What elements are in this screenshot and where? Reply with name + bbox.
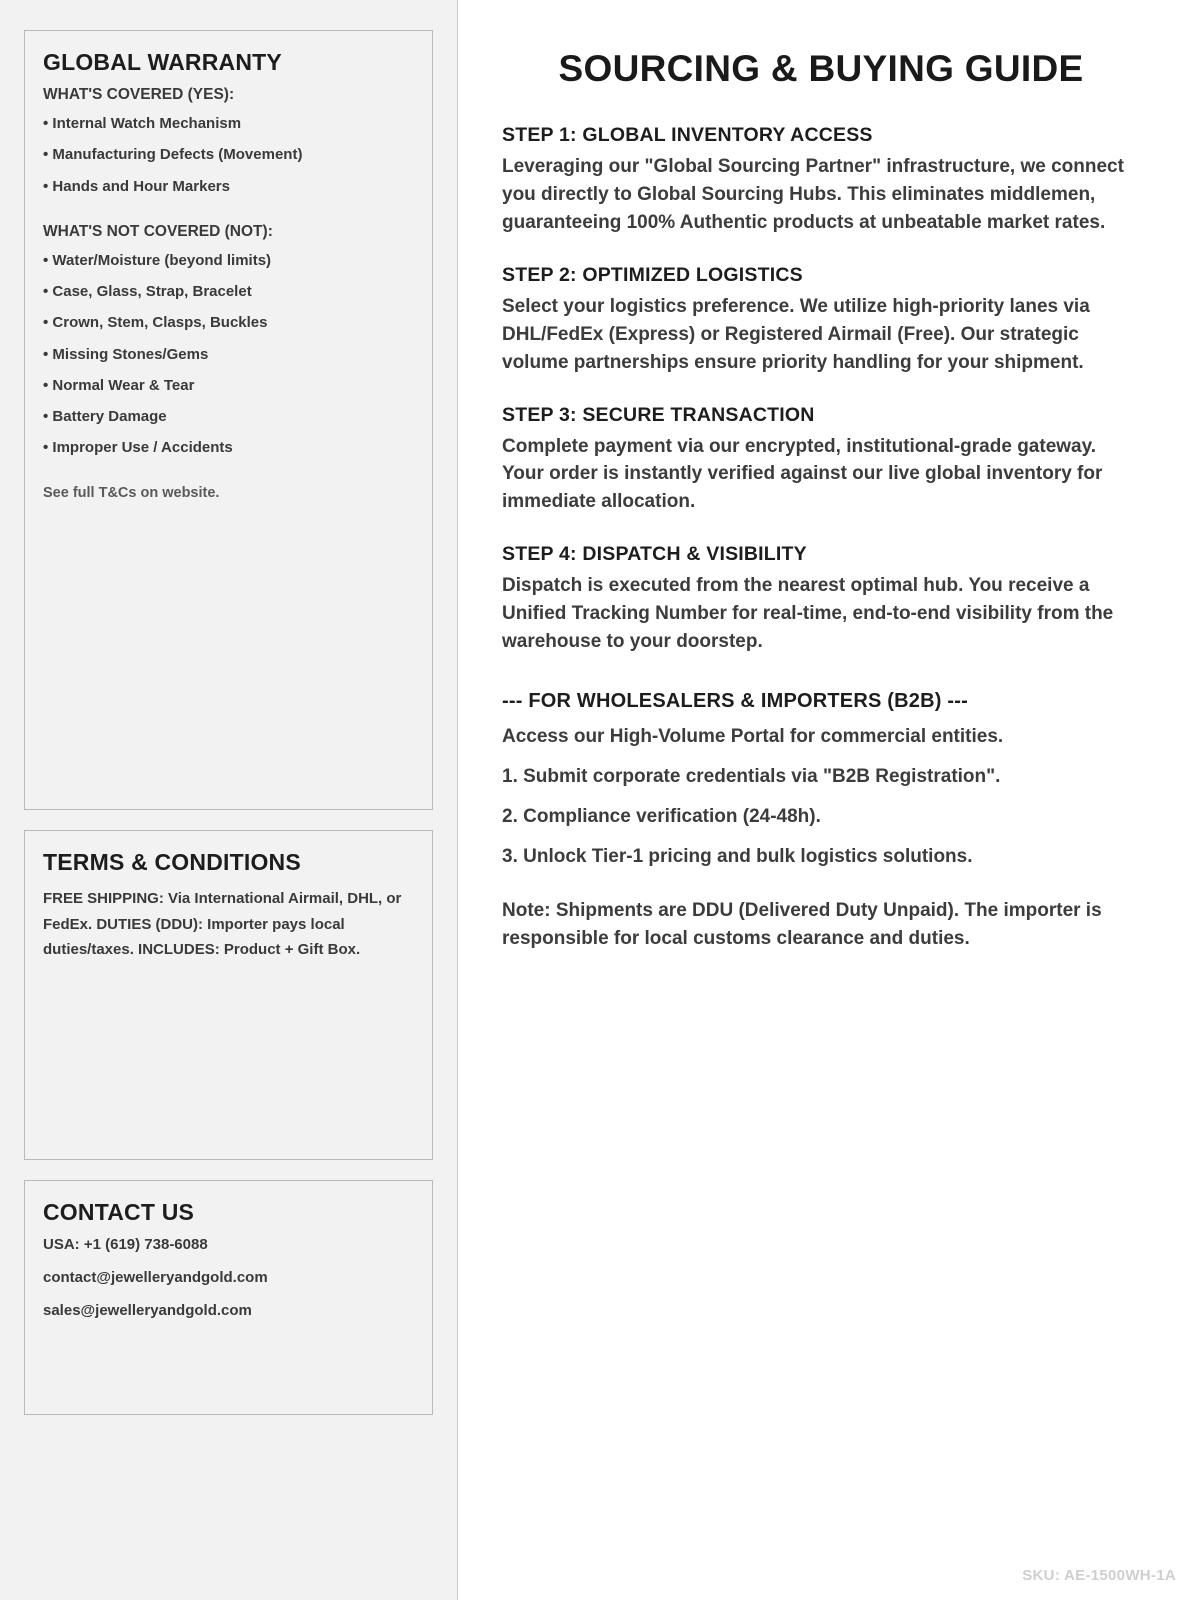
list-item: • Missing Stones/Gems [43, 345, 209, 363]
terms-conditions-card [24, 830, 433, 1160]
step-1 [502, 124, 1140, 237]
b2b-intro: Access our High-Volume Portal for commercial entities. [502, 726, 1004, 748]
step-2-heading: STEP 2: OPTIMIZED LOGISTICS [502, 263, 803, 286]
terms-body: FREE SHIPPING: Via International Airmail, DHL, or FedEx. DUTIES (DDU): Importer pays local duties/taxes. INCLUDES: Product + Gift Box. [43, 890, 402, 958]
warranty-footnote: See full T&Cs on website. [43, 484, 220, 501]
step-4-heading: STEP 4: DISPATCH & VISIBILITY [502, 543, 807, 566]
warranty-not-covered-heading: WHAT'S NOT COVERED (NOT): [43, 222, 273, 240]
contact-phone[interactable]: USA: +1 (619) 738-6088 [43, 1236, 208, 1253]
page-title: SOURCING & BUYING GUIDE [558, 48, 1084, 89]
contact-email-primary[interactable]: contact@jewelleryandgold.com [43, 1269, 268, 1286]
step-3-heading: STEP 3: SECURE TRANSACTION [502, 403, 815, 426]
contact-title: CONTACT US [43, 1199, 195, 1225]
contact-us-card [24, 1180, 433, 1415]
step-4 [502, 543, 1140, 656]
b2b-step-1: 1. Submit corporate credentials via "B2B Registration". [502, 765, 1001, 787]
list-item: • Battery Damage [43, 408, 167, 425]
list-item: • Improper Use / Accidents [43, 439, 233, 457]
warranty-title: GLOBAL WARRANTY [43, 49, 282, 75]
sourcing-guide-panel [458, 0, 1200, 1600]
terms-title: TERMS & CONDITIONS [43, 849, 301, 875]
step-3 [502, 404, 1140, 517]
b2b-note: Note: Shipments are DDU (Delivered Duty Unpaid). The importer is responsible for local customs clearance and duties. [502, 899, 1102, 949]
left-sidebar [0, 0, 458, 1600]
list-item: • Water/Moisture (beyond limits) [43, 251, 272, 269]
list-item: • Normal Wear & Tear [43, 376, 195, 394]
step-4-body: Dispatch is executed from the nearest optimal hub. You receive a Unified Tracking Number for real-time, end-to-end visibility from the warehouse to your doorstep. [502, 575, 1114, 653]
step-2-body: Select your logistics preference. We utilize high-priority lanes via DHL/FedEx (Express) or Registered Airmail (Free). Our strategic volume partnerships ensure priority handling for your shipment. [502, 295, 1090, 373]
step-1-heading: STEP 1: GLOBAL INVENTORY ACCESS [502, 124, 873, 146]
global-warranty-card [24, 30, 433, 810]
list-item: • Crown, Stem, Clasps, Buckles [43, 314, 268, 332]
contact-email-sales[interactable]: sales@jewelleryandgold.com [43, 1302, 252, 1319]
b2b-section-heading: --- FOR WHOLESALERS & IMPORTERS (B2B) --- [502, 690, 968, 713]
list-item: • Manufacturing Defects (Movement) [43, 146, 303, 164]
warranty-covered-list [43, 114, 414, 197]
list-item: • Internal Watch Mechanism [43, 115, 242, 132]
step-1-body: Leveraging our "Global Sourcing Partner" infrastructure, we connect you directly to Global Sourcing Hubs. This eliminates middlemen, guaranteeing 100% Authentic products at unbeatable market rates. [502, 156, 1124, 233]
step-2 [502, 264, 1140, 377]
warranty-covered-heading: WHAT'S COVERED (YES): [43, 86, 235, 103]
sku-label: SKU: AE-1500WH-1A [1022, 1567, 1176, 1584]
list-item: • Case, Glass, Strap, Bracelet [43, 283, 252, 300]
list-item: • Hands and Hour Markers [43, 177, 230, 195]
b2b-step-2: 2. Compliance verification (24-48h). [502, 805, 821, 827]
step-3-body: Complete payment via our encrypted, institutional-grade gateway. Your order is instantly verified against our live global inventory for immediate allocation. [502, 435, 1103, 513]
warranty-not-covered-list [43, 251, 414, 459]
b2b-step-3: 3. Unlock Tier-1 pricing and bulk logistics solutions. [502, 845, 973, 867]
